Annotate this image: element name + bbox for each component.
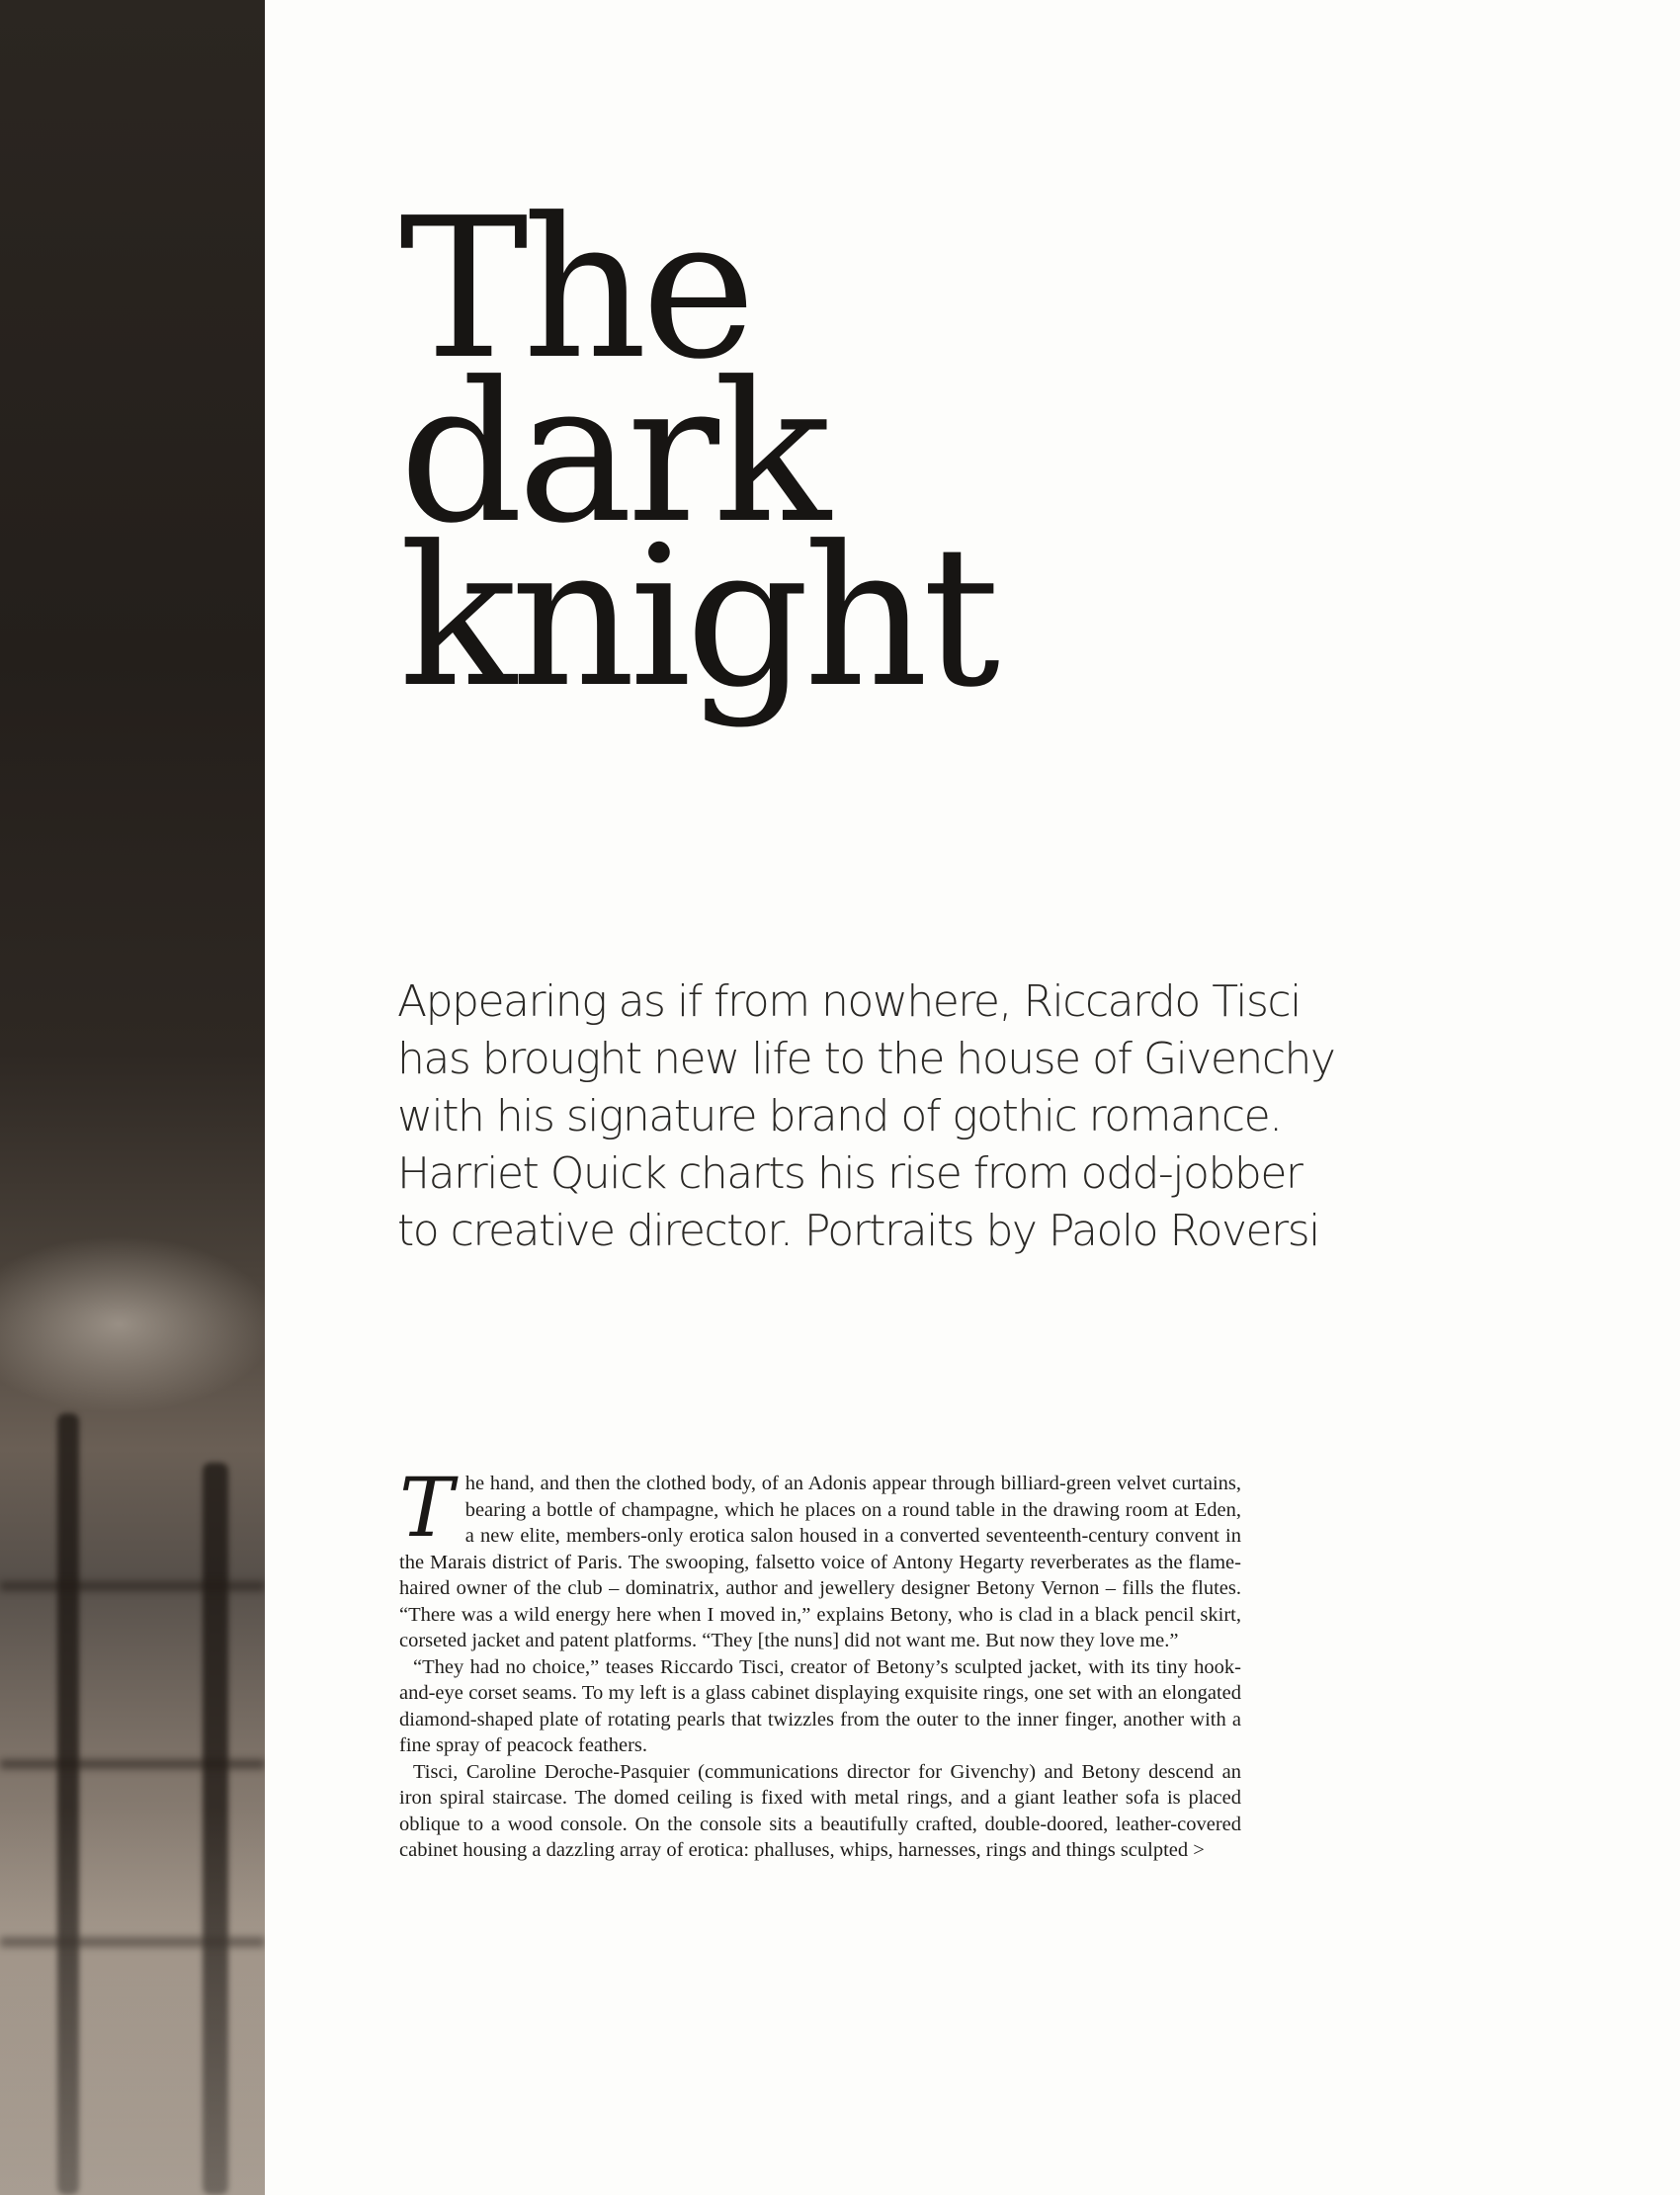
article-paragraph: “They had no choice,” teases Riccardo Tisci, creator of Betony’s sculpted jacket, with its tiny hook-and-eye corset seams. To my left is a glass cabinet displaying exquisite rings, one set with an elongated diamond-shaped plate of rotating pearls that twizzles from the outer to the inner finger, another with a fine spray of peacock feathers.: [399, 1655, 1241, 1756]
photo-rail: [0, 1581, 265, 1591]
paragraph-text: he hand, and then the clothed body, of an Adonis appear through billiard-green velvet curtains, bearing a bottle of champagne, which he places on a round table in the drawing room at Eden, a new elite, members-only erotica salon housed in a converted seventeenth-century convent in the Marais district of Paris. The swooping, falsetto voice of Antony Hegarty reverberates as the flame-haired owner of the club – dominatrix, author and jewellery designer Betony Vernon – fills the flutes. “There was a wild energy here when I moved in,” explains Betony, who is clad in a black pencil skirt, corseted jacket and patent platforms. “They [the nuns] did not want me. But now they love me.”: [399, 1473, 1241, 1651]
headline: [399, 177, 1289, 730]
article-body: [399, 1462, 1241, 1864]
article-paragraph: Tisci, Caroline Deroche-Pasquier (communications director for Givenchy) and Betony descend an iron spiral staircase. The domed ceiling is fixed with metal rings, and a giant leather sofa is placed oblique to a wood console. On the console sits a beautifully crafted, double-doored, leather-covered cabinet housing a dazzling array of erotica: phalluses, whips, harnesses, rings and things sculpted >: [399, 1760, 1241, 1861]
photo-strip: [0, 0, 265, 2195]
standfirst-line: has brought new life to the house of Givenchy: [397, 1034, 1335, 1084]
standfirst-line: Appearing as if from nowhere, Riccardo Tisci: [397, 976, 1301, 1027]
photo-rail: [0, 1759, 265, 1769]
headline-line: The: [399, 177, 750, 402]
photo-highlight: [0, 1235, 265, 1413]
drop-cap: T: [399, 1462, 454, 1556]
standfirst-line: to creative director. Portraits by Paolo Roversi: [397, 1206, 1319, 1256]
photo-reflection: [0, 1809, 265, 2195]
headline-line: dark: [399, 341, 825, 566]
headline-line: knight: [399, 505, 995, 730]
standfirst-line: Harriet Quick charts his rise from odd-jobber: [397, 1148, 1302, 1199]
standfirst-line: with his signature brand of gothic romance.: [397, 1091, 1282, 1141]
standfirst: [397, 973, 1425, 1260]
article-paragraph: [399, 1462, 1241, 1654]
